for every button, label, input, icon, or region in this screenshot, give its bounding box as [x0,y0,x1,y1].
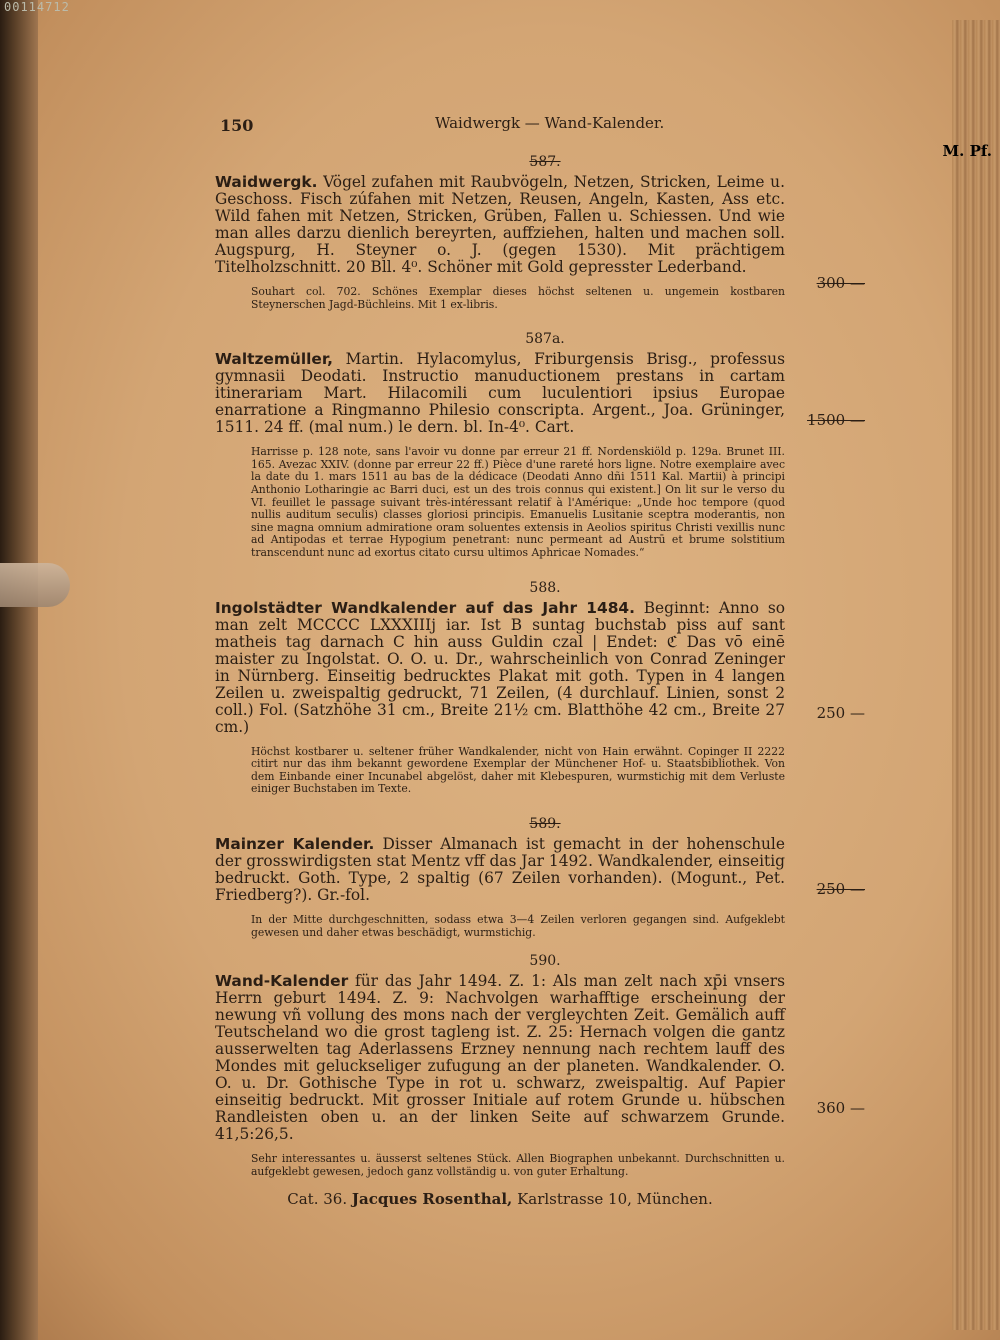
entry-heading: Wand-Kalender [215,972,349,991]
entry-description: für das Jahr 1494. Z. 1: Als man zelt nach xp̄i vnsers Herrn geburt 1494. Z. 9: Nachvolgen warhafftige erscheinung der newung vñ vollung des mons nach der vergleychten Zeit. Gemälich auff Teutscheland wo die grost tagleng ist. Z. 25: Hernach volgen die gantz ausserwelten tag Aderlassens Erzney nennung nach rechtem lauff des Mondes mit geluckseliger zufugung an der planeten. Wandkalender. O. O. u. Dr. Gothische Type in rot u. schwarz, zweispaltig. Auf Papier einseitig bedruckt. Mit grosser Initiale auf rotem Grunde u. hübschen Randleisten oben u. an der linken Seite auf schwarzem Grunde. 41,5:26,5. [215,972,785,1144]
entry-note: In der Mitte durchgeschnitten, sodass etwa 3—4 Zeilen verloren gegangen sind. Aufgeklebt gewesen und daher etwas beschädigt, wurmstichig. [251,912,785,939]
catalog-entry [215,154,875,311]
catalog-footer [215,1190,785,1208]
entry-description: Martin. Hylacomylus, Friburgensis Brisg., professus gymnasii Deodati. Instructio manuductionem prestans in cartam itinerariam Mart. Hilacomili cum luculentiori ipsius Europae enarratione a Ringmanno Philesio conscripta. Argent., Joa. Grüninger, 1511. 24 ff. (mal num.) le dern. bl. In-4⁰. Cart. [215,350,785,437]
entry-number: 588. [529,579,561,596]
entry-price: 250 — [816,703,865,722]
entry-number: 587a. [525,331,565,348]
entry-description: Beginnt: Anno so man zelt MCCCC LXXXIIIj iar. Ist B suntag buchstab piss auf sant matheis tag darnach C hin auss Guldin czal | Endet: ℭ Das vō einē maister zu Ingolstat. O. O. u. Dr., wahrscheinlich von Conrad Zeninger in Nürnberg. Einseitig bedrucktes Plakat mit goth. Typen in 4 langen Zeilen u. zweispaltig gedruckt, 71 Zeilen, (4 durchlauf. Linien, sonst 2 coll.) Fol. (Satzhöhe 31 cm., Breite 21½ cm. Blatthöhe 42 cm., Breite 27 cm.) [215,598,785,736]
page-edges [952,20,1000,1330]
bookmark-ribbon [0,563,70,607]
entry-price: 1500 — [807,411,865,430]
entry-number: 587. [529,154,561,170]
currency-header: M. Pf. [942,142,992,160]
entry-heading: Mainzer Kalender. [215,834,375,853]
entry-note: Souhart col. 702. Schönes Exemplar dieses höchst seltenen u. ungemein kostbaren Steynerschen Jagd-Büchleins. Mit 1 ex-libris. [251,285,785,311]
corner-label: 00114712 [4,0,70,14]
running-head [215,108,875,138]
entry-description: Disser Almanach ist gemacht in der hohenschule der grosswirdigsten stat Mentz vff das Jar 1492. Wandkalender, einseitig bedruckt. Goth. Type, 2 spaltig (67 Zeilen vorhanden). (Mogunt., Pet. Friedberg?). Gr.-fol. [215,834,785,904]
entry-text [215,836,785,904]
catalog-entry [215,331,875,559]
footer-firm: Jacques Rosenthal, [351,1190,513,1209]
entry-number: 589. [529,815,561,832]
footer-address: Karlstrasse 10, München. [517,1190,713,1209]
entry-description: Vögel zufahen mit Raubvögeln, Netzen, Stricken, Leime u. Geschoss. Fisch zúfahen mit Netzen, Reusen, Angeln, Kasten, Ass etc. Wild fahen mit Netzen, Stricken, Grüben, Fallen u. Schiessen. Und wie man alles darzu dienlich bereyrten, auffziehen, halten und machen soll. Augspurg, H. Steyner o. J. (gegen 1530). Mit prächtigem Titelholzschnitt. 20 Bll. 4⁰. Schöner mit Gold gepresster Lederband. [215,173,785,276]
entry-text [215,973,785,1143]
entry-price: 250 — [816,879,865,898]
entry-number: 590. [529,953,561,970]
catalog-entry [215,580,875,796]
entry-text [215,174,785,276]
binding-shadow [0,0,38,1340]
entry-price: 300 — [816,274,865,292]
footer-catalog: Cat. 36. [287,1190,348,1209]
page-number: 150 [220,116,254,135]
running-title: Waidwergk — Wand-Kalender. [435,114,665,132]
entry-note: Höchst kostbarer u. seltener früher Wandkalender, nicht von Hain erwähnt. Copinger II 2222 citirt nur das ihm bekannt gewordene Exemplar der Münchener Hof- u. Staatsbibliothek. Von dem Einbande einer Incunabel abgelöst, daher mit Klebespuren, wurmstichig mit dem Verluste einiger Buchstaben im Texte. [251,744,785,796]
page-content [215,108,875,1208]
catalog-entry [215,953,875,1178]
entry-note: Harrisse p. 128 note, sans l'avoir vu donne par erreur 21 ff. Nordenskiöld p. 129a. Brunet III. 165. Avezac XXIV. (donne par erreur 22 ff.) Pièce d'une rareté hors ligne. Notre exemplaire avec la date du 1. mars 1511 au bas de la dédicace (Deodati Anno dñi 1511 Kal. Martii) à principi Anthonio Lotharingie ac Barri duci, est un des trois connus qui existent.] On lit sur le verso du VI. feuillet le passage suivant très-intéressant relatif à l'Amérique: „Unde hoc tempore (quod nullis auditum seculis) classes gloriosi principis. Emanuelis Lusitanie sceptra moderantis, non sine magna omnium admiratione oram soluentes extensis in Aeolios spiritus Christi vexillis nunc ad Antipodas et terrae Hypogium penetrant: nunc permeant ad Austrū et brume solstitium transcendunt nunc ad exortus citato cursu ultimos Aphricae Nomades.“ [251,445,785,559]
entry-text [215,600,785,736]
entry-text [215,351,785,436]
catalog-entry [215,816,875,939]
entry-heading: Ingolstädter Wandkalender auf das Jahr 1484. [215,598,635,617]
entry-heading: Waidwergk. [215,173,318,191]
entry-price: 360 — [816,1099,865,1118]
entry-note: Sehr interessantes u. äusserst seltenes Stück. Allen Biographen unbekannt. Durchschnitten u. aufgeklebt gewesen, jedoch ganz vollständig u. von guter Erhaltung. [251,1152,785,1178]
entry-heading: Waltzemüller, [215,350,333,369]
